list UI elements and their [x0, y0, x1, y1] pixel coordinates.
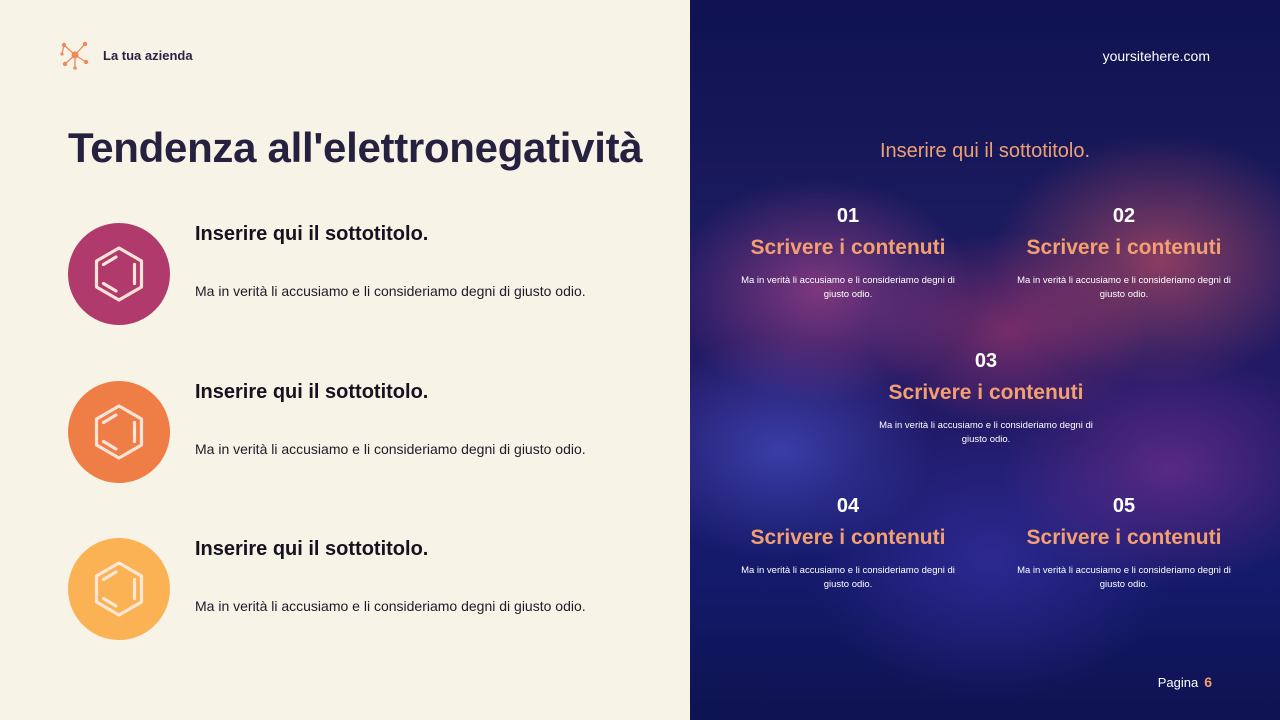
right-subtitle: Inserire qui il sottotitolo. — [879, 140, 1091, 162]
block-number: 01 — [836, 205, 860, 227]
network-molecule-icon — [60, 40, 90, 70]
right-panel — [690, 0, 1280, 720]
list-item — [68, 538, 668, 642]
item-subtitle: Inserire qui il sottotitolo. — [195, 538, 429, 560]
benzene-icon — [89, 559, 149, 619]
block-number: 02 — [1112, 205, 1136, 227]
block-heading: Scrivere i contenuti — [750, 526, 946, 549]
content-block — [866, 350, 1106, 447]
benzene-icon — [89, 402, 149, 462]
company-name: La tua azienda — [103, 48, 193, 63]
block-text: Ma in verità li accusiamo e li consideriamo degni di giusto odio. — [1017, 275, 1231, 300]
block-text: Ma in verità li accusiamo e li consideriamo degni di giusto odio. — [879, 420, 1093, 445]
block-number: 05 — [1112, 495, 1136, 517]
icon-circle — [68, 223, 170, 325]
block-heading: Scrivere i contenuti — [1026, 526, 1222, 549]
page-number: 6 — [1204, 674, 1212, 690]
item-text: Ma in verità li accusiamo e li consideriamo degni di giusto odio. — [195, 598, 586, 614]
content-block — [728, 205, 968, 302]
block-number: 04 — [836, 495, 860, 517]
block-heading: Scrivere i contenuti — [1026, 236, 1222, 259]
block-text: Ma in verità li accusiamo e li consideriamo degni di giusto odio. — [741, 275, 955, 300]
page-indicator — [1158, 674, 1212, 690]
content-block — [1004, 495, 1244, 592]
page-title: Tendenza all'elettronegatività — [68, 124, 643, 171]
block-text: Ma in verità li accusiamo e li consideriamo degni di giusto odio. — [741, 565, 955, 590]
block-heading: Scrivere i contenuti — [888, 381, 1084, 404]
list-item — [68, 223, 668, 327]
list-item — [68, 381, 668, 485]
page-label: Pagina — [1157, 675, 1199, 690]
block-number: 03 — [974, 350, 998, 372]
content-block — [728, 495, 968, 592]
block-text: Ma in verità li accusiamo e li consideriamo degni di giusto odio. — [1017, 565, 1231, 590]
item-text: Ma in verità li accusiamo e li consideriamo degni di giusto odio. — [195, 283, 586, 299]
website-link[interactable]: yoursitehere.com — [1102, 48, 1210, 64]
icon-circle — [68, 381, 170, 483]
item-subtitle: Inserire qui il sottotitolo. — [195, 223, 429, 245]
content-block — [1004, 205, 1244, 302]
icon-circle — [68, 538, 170, 640]
block-heading: Scrivere i contenuti — [750, 236, 946, 259]
benzene-icon — [89, 244, 149, 304]
item-subtitle: Inserire qui il sottotitolo. — [195, 381, 429, 403]
item-text: Ma in verità li accusiamo e li consideriamo degni di giusto odio. — [195, 441, 586, 457]
